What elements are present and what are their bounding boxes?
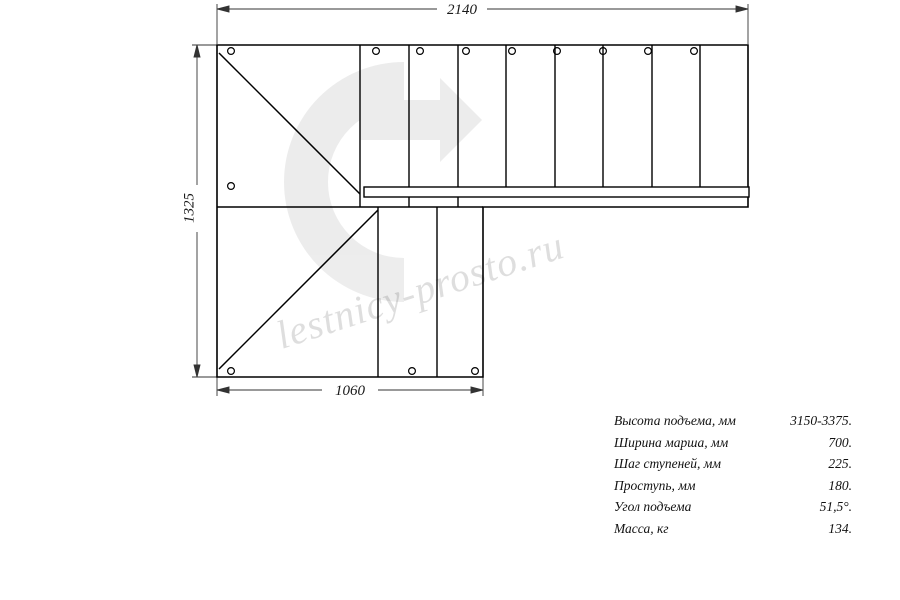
dimension-label-top: 2140	[447, 2, 477, 18]
spec-value: 180.	[828, 477, 852, 493]
spec-label: Угол подъема	[614, 499, 692, 515]
specification-table	[614, 410, 852, 539]
table-row	[614, 518, 852, 540]
spec-label: Высота подъема, мм	[614, 413, 736, 428]
dimension-label-left: 1325	[181, 193, 198, 223]
watermark-text: lestnicy-prosto.ru	[270, 222, 570, 358]
table-row	[614, 410, 852, 432]
spec-label: Проступь, мм	[614, 477, 696, 493]
spec-label: Ширина марша, мм	[614, 434, 729, 450]
table-row	[614, 496, 852, 518]
spec-label: Масса, кг	[614, 520, 669, 536]
spec-value: 225.	[828, 456, 852, 472]
spec-value: 700.	[828, 434, 852, 450]
table-row	[614, 475, 852, 497]
dimension-lines	[192, 4, 748, 396]
spec-label: Шаг ступеней, мм	[614, 456, 722, 472]
spec-value: 134.	[828, 520, 852, 536]
dimension-label-bottom: 1060	[335, 383, 365, 399]
table-row	[614, 432, 852, 454]
stringer-band	[364, 187, 749, 197]
watermark-logo-icon	[284, 62, 482, 302]
spec-value: 3150-3375.	[790, 413, 852, 428]
table-row	[614, 453, 852, 475]
spec-value: 51,5°.	[819, 499, 852, 515]
